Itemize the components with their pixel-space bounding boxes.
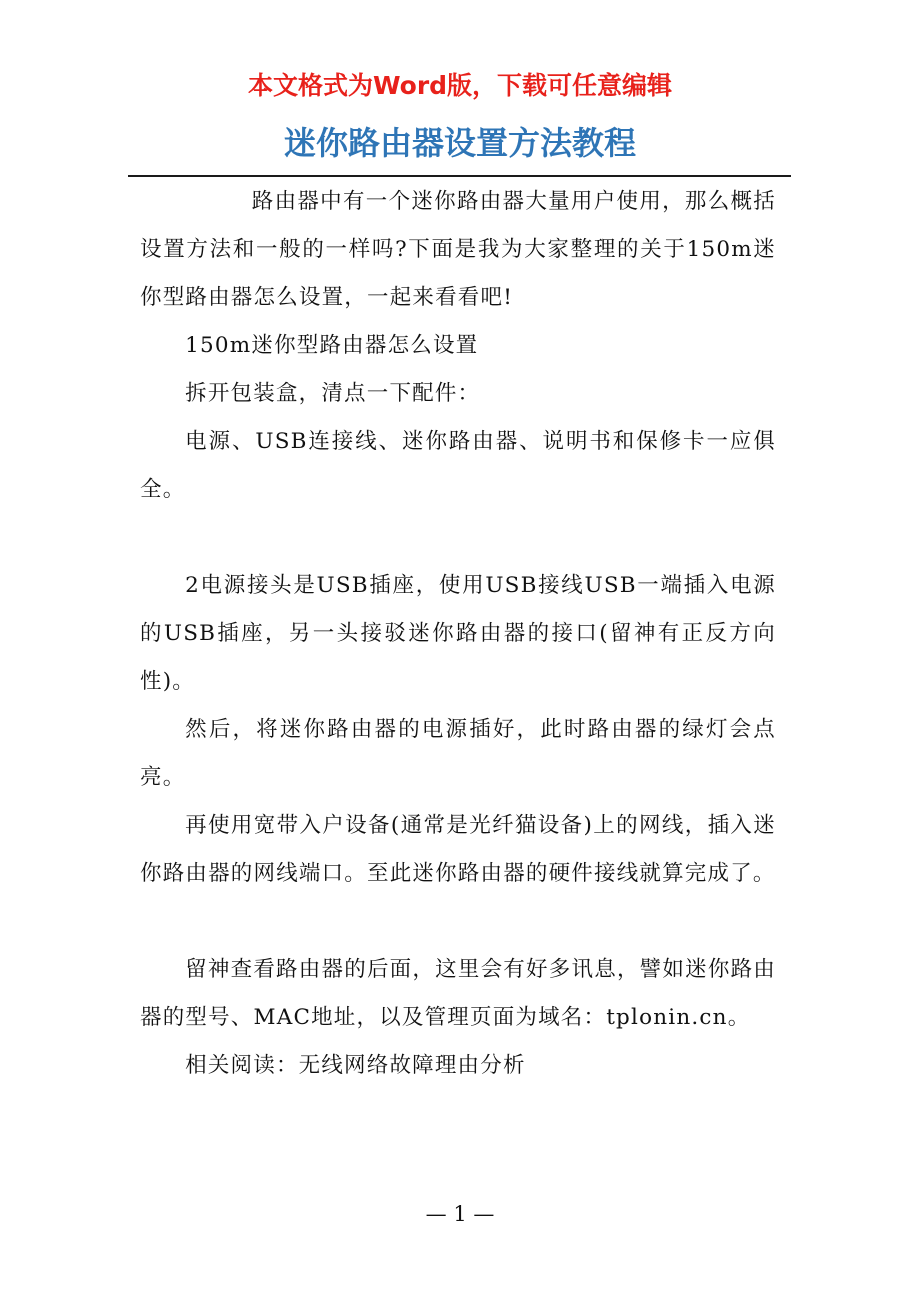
page-number: — 1 — xyxy=(425,1202,495,1226)
paragraph-gap xyxy=(140,898,776,946)
document-body xyxy=(140,178,776,1090)
download-banner: 本文格式为Word版，下载可任意编辑 xyxy=(247,71,673,100)
paragraph-subheading: 150m迷你型路由器怎么设置 xyxy=(185,333,479,358)
title-divider xyxy=(128,175,791,177)
paragraph-accessories: 电源、USB连接线、迷你路由器、说明书和保修卡一应俱全。 xyxy=(140,429,776,502)
paragraph-router-label: 留神查看路由器的后面，这里会有好多讯息，譬如迷你路由器的型号、MAC地址，以及管理页面为域名：tplonin.cn。 xyxy=(140,957,776,1030)
paragraph-network-cable: 再使用宽带入户设备(通常是光纤猫设备)上的网线，插入迷你路由器的网线端口。至此迷你路由器的硬件接线就算完成了。 xyxy=(140,813,776,886)
paragraph-unbox: 拆开包装盒，清点一下配件： xyxy=(185,381,481,406)
document-title: 迷你路由器设置方法教程 xyxy=(283,124,636,162)
paragraph-gap xyxy=(140,514,776,562)
paragraph-intro: 路由器中有一个迷你路由器大量用户使用，那么概括设置方法和一般的一样吗?下面是我为大家整理的关于150m迷你型路由器怎么设置，一起来看看吧! xyxy=(140,189,776,310)
paragraph-power-connector: 2电源接头是USB插座，使用USB接线USB一端插入电源的USB插座，另一头接驳迷你路由器的接口(留神有正反方向性)。 xyxy=(140,573,776,694)
paragraph-power-on: 然后，将迷你路由器的电源插好，此时路由器的绿灯会点亮。 xyxy=(140,717,776,790)
paragraph-related-reading: 相关阅读：无线网络故障理由分析 xyxy=(185,1053,526,1078)
